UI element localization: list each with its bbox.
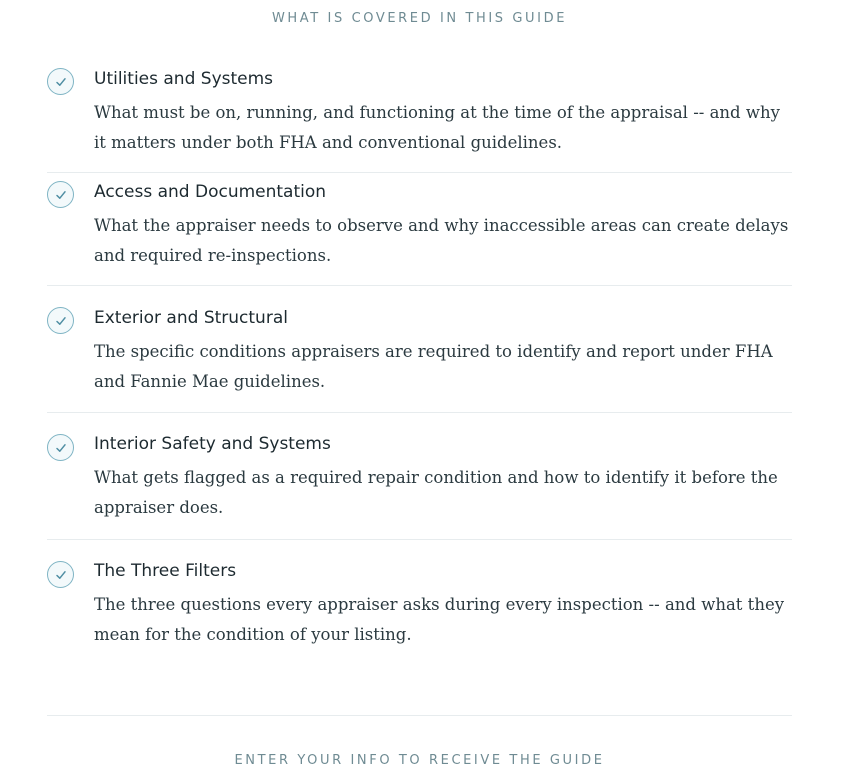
guide-contents-heading: WHAT IS COVERED IN THIS GUIDE: [271, 11, 568, 26]
guide-topics-list: [47, 60, 792, 670]
list-item: [47, 173, 792, 286]
check-icon: [47, 307, 74, 334]
item-title: Utilities and Systems: [94, 69, 274, 89]
section-divider: [47, 715, 792, 716]
check-icon: [47, 561, 74, 588]
item-title: Access and Documentation: [94, 182, 327, 202]
form-heading: ENTER YOUR INFO TO RECEIVE THE GUIDE: [234, 753, 605, 768]
list-item: [47, 540, 792, 670]
check-icon: [47, 181, 74, 208]
item-description: The specific conditions appraisers are required to identify and report under FHA and Fannie Mae guidelines.: [94, 342, 773, 391]
item-title: Interior Safety and Systems: [94, 434, 331, 454]
list-item: [47, 286, 792, 413]
item-description: What the appraiser needs to observe and why inaccessible areas can create delays and required re-inspections.: [94, 216, 789, 265]
item-description: What gets flagged as a required repair condition and how to identify it before the appraiser does.: [94, 468, 778, 517]
item-description: What must be on, running, and functioning at the time of the appraisal -- and why it matters under both FHA and conventional guidelines.: [94, 103, 780, 152]
check-icon: [47, 68, 74, 95]
check-icon: [47, 434, 74, 461]
item-description: The three questions every appraiser asks during every inspection -- and what they mean for the condition of your listing.: [94, 595, 785, 644]
list-item: [47, 413, 792, 540]
list-item: [47, 60, 792, 173]
item-title: The Three Filters: [94, 561, 237, 581]
item-title: Exterior and Structural: [94, 308, 288, 328]
